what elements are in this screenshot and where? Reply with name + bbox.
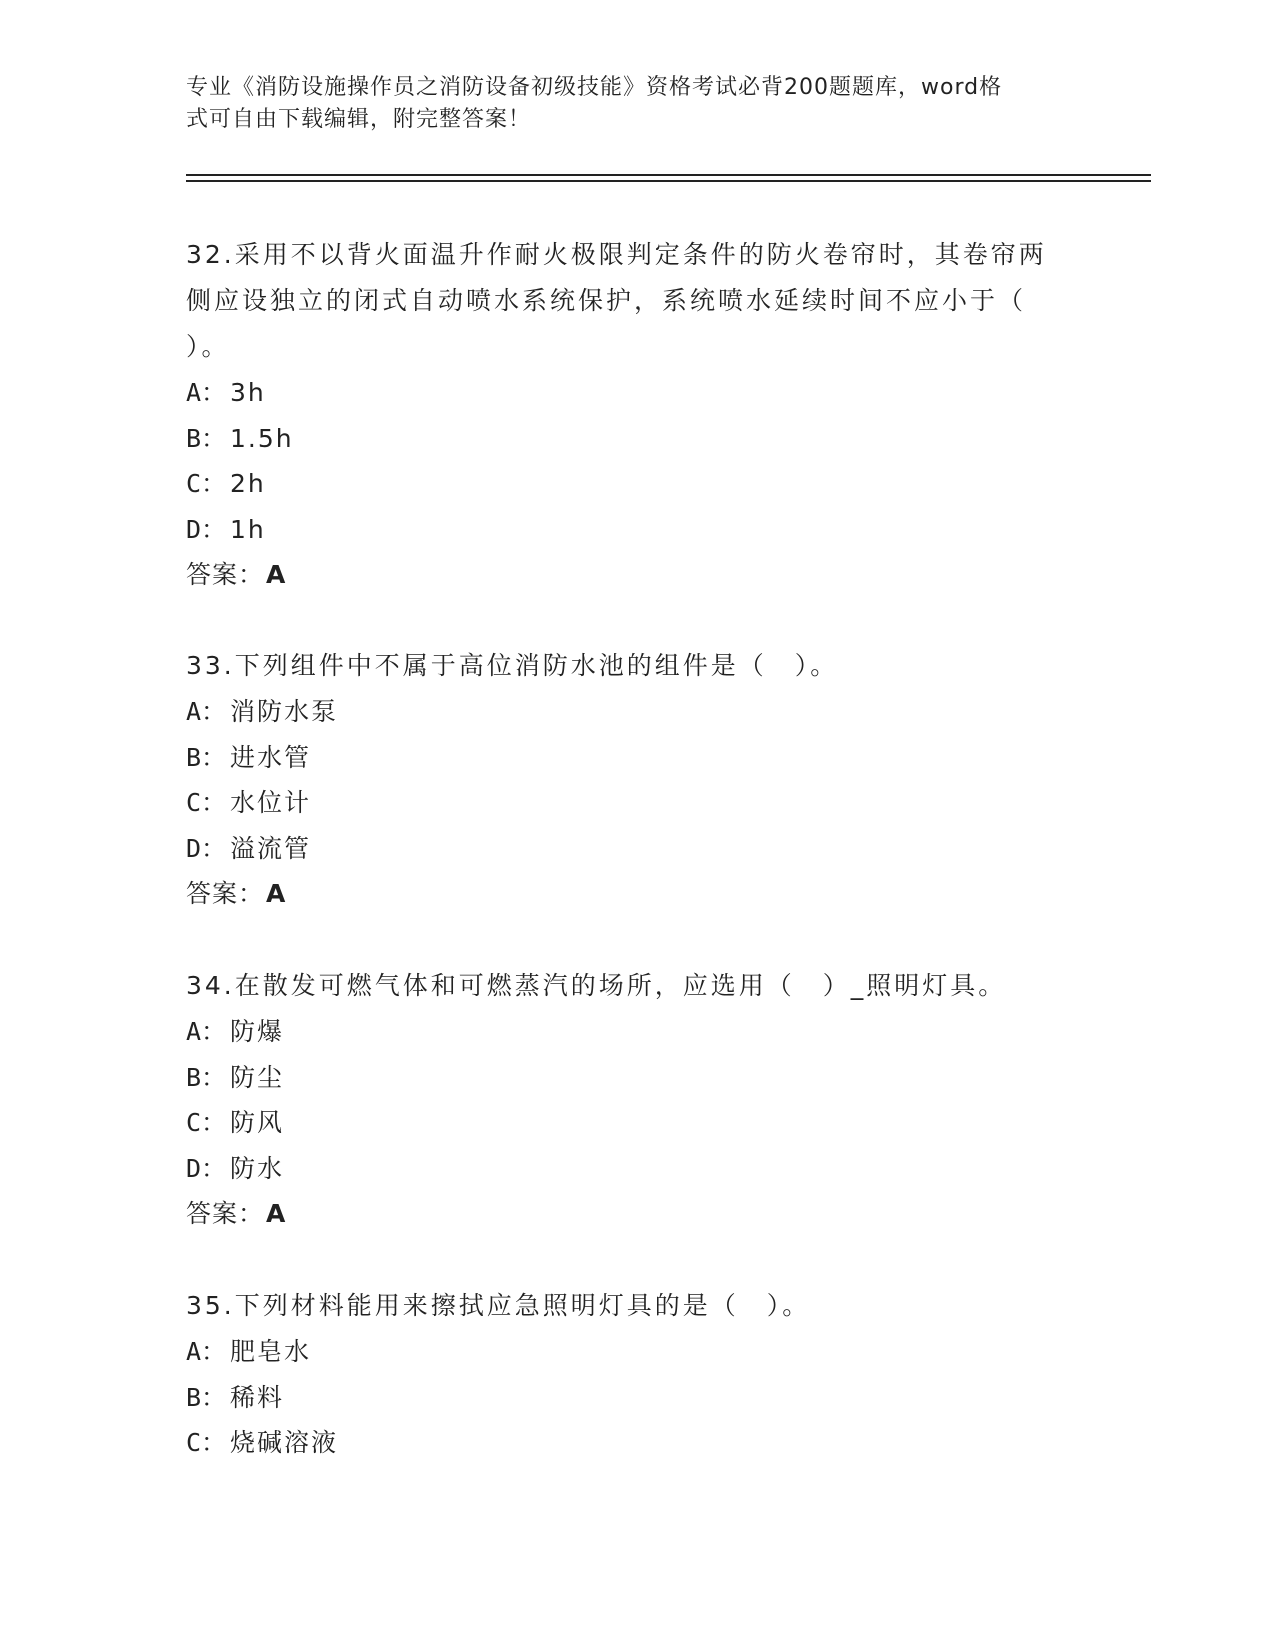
option-b: B： 进水管 [186, 742, 312, 772]
option-a: A： 肥皂水 [186, 1337, 312, 1366]
answer-label: 答案： [186, 560, 265, 589]
question-line: 33.下列组件中不属于高位消防水池的组件是（ ）。 [186, 651, 839, 680]
answer-line [186, 1191, 1086, 1237]
option-a: A： 消防水泵 [186, 697, 339, 726]
option-d: D： 溢流管 [186, 833, 312, 863]
option-c: C： 水位计 [186, 788, 312, 817]
option-c: C： 烧碱溶液 [186, 1428, 339, 1457]
question-32 [186, 232, 1086, 598]
question-34 [186, 963, 1086, 1237]
answer-value: A [266, 560, 286, 589]
question-line: 32.采用不以背火面温升作耐火极限判定条件的防火卷帘时，其卷帘两 [186, 240, 1047, 269]
option-a: A： 3h [186, 378, 266, 407]
option-c: C： 2h [186, 469, 266, 498]
header-line-2: 式可自由下载编辑，附完整答案！ [186, 107, 532, 132]
question-text [186, 963, 1086, 1009]
answer-label: 答案： [186, 879, 265, 908]
document-header [186, 72, 1086, 136]
question-line: ）。 [186, 332, 230, 361]
header-line-1: 专业《消防设施操作员之消防设备初级技能》资格考试必背200题题库，word格 [186, 75, 1003, 100]
option-d: D： 1h [186, 514, 266, 544]
question-line: 35.下列材料能用来擦拭应急照明灯具的是（ ）。 [186, 1291, 811, 1320]
option-c: C： 防风 [186, 1108, 285, 1137]
answer-label: 答案： [186, 1199, 265, 1228]
answer-value: A [266, 1199, 286, 1228]
answer-line [186, 871, 1086, 917]
header-divider-bottom [186, 180, 1151, 182]
question-35 [186, 1283, 1086, 1466]
option-b: B： 1.5h [186, 423, 294, 453]
question-text [186, 232, 1086, 370]
option-b: B： 稀料 [186, 1382, 285, 1412]
question-line: 侧应设独立的闭式自动喷水系统保护，系统喷水延续时间不应小于（ [186, 286, 1027, 315]
question-text [186, 643, 1086, 689]
answer-line [186, 552, 1086, 598]
header-divider-top [186, 174, 1151, 176]
question-line: 34.在散发可燃气体和可燃蒸汽的场所，应选用（ ）_照明灯具。 [186, 971, 1007, 1000]
option-b: B： 防尘 [186, 1062, 285, 1092]
option-a: A： 防爆 [186, 1017, 285, 1046]
option-d: D： 防水 [186, 1153, 285, 1183]
question-33 [186, 643, 1086, 917]
answer-value: A [266, 879, 286, 908]
question-text [186, 1283, 1086, 1329]
